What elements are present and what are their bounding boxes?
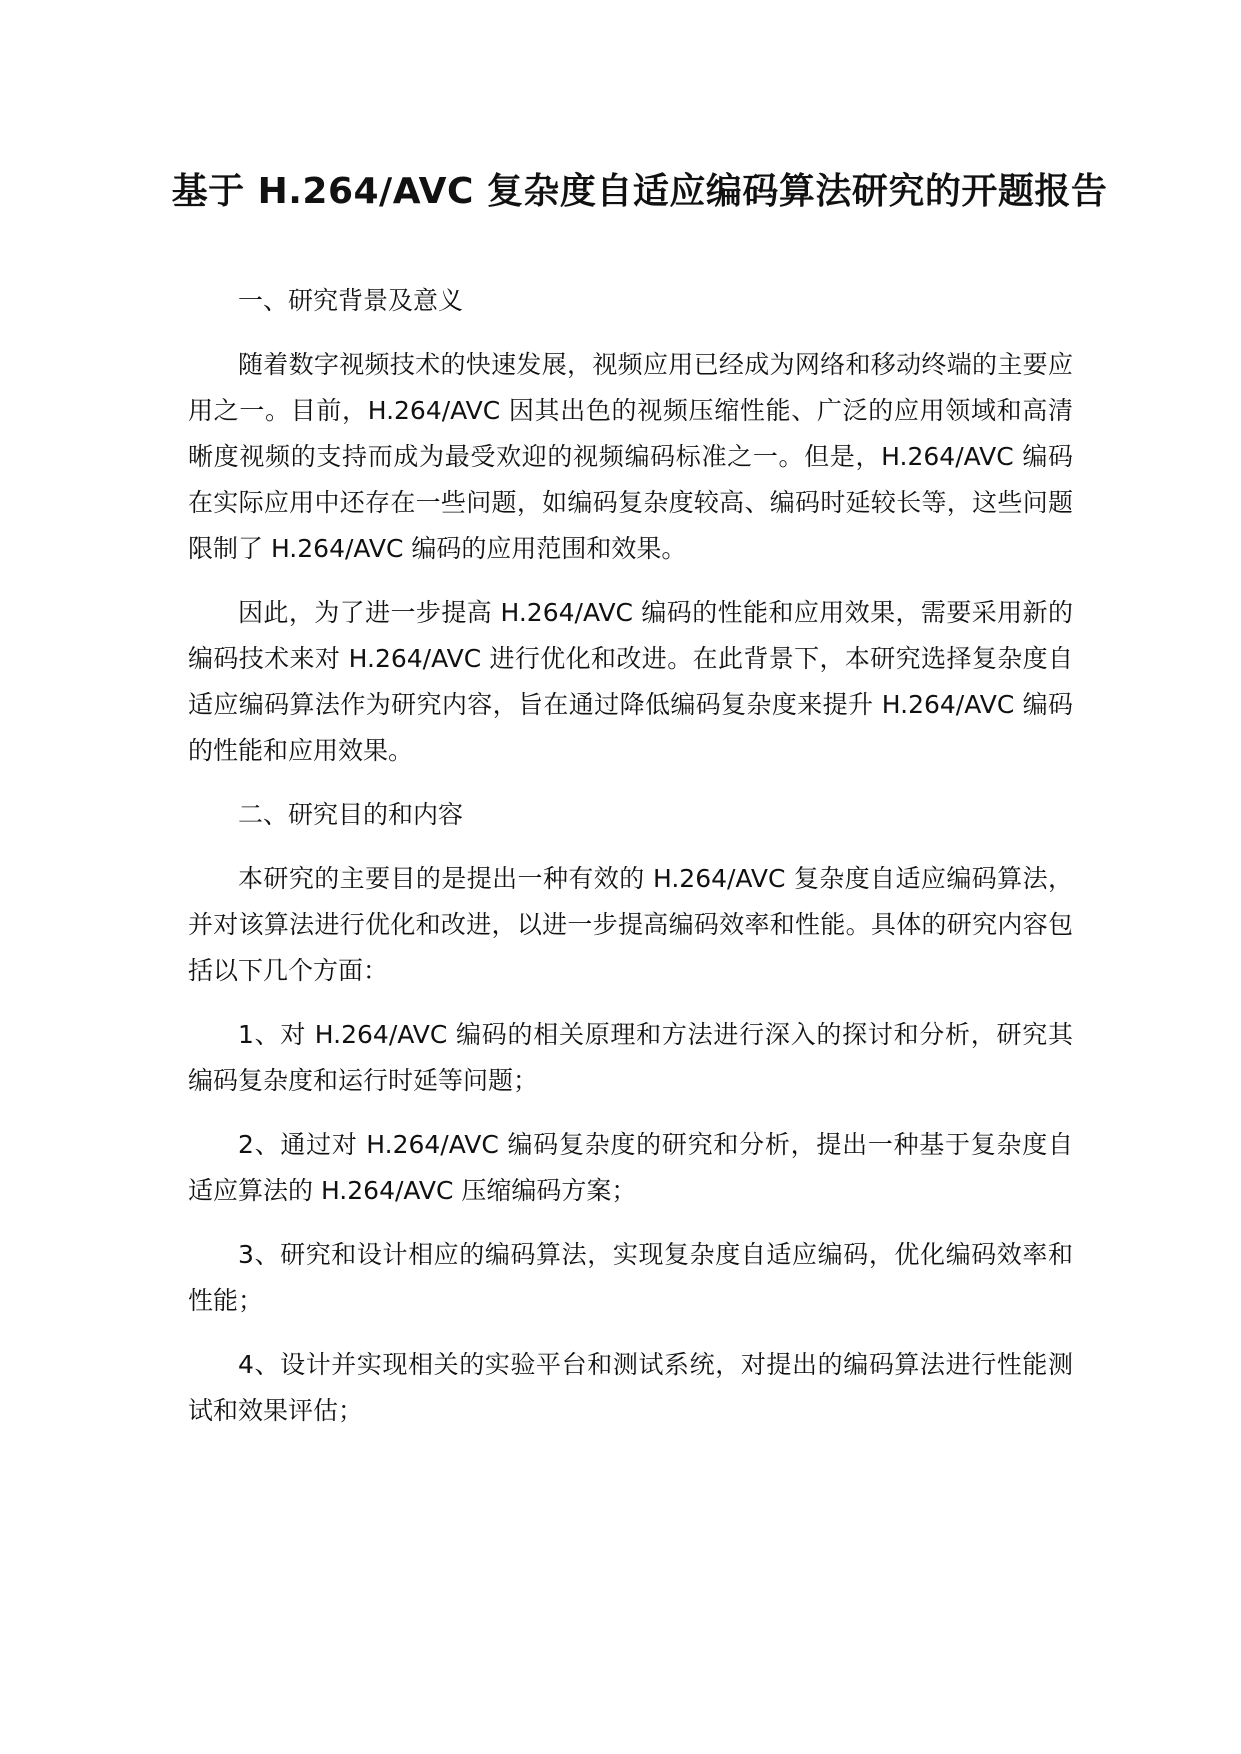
list-item-1: 1、对 H.264/AVC 编码的相关原理和方法进行深入的探讨和分析，研究其编码复杂度和运行时延等问题； <box>188 1020 1073 1095</box>
list-item-4: 4、设计并实现相关的实验平台和测试系统，对提出的编码算法进行性能测试和效果评估； <box>188 1350 1073 1425</box>
document-title: 基于 H.264/AVC 复杂度自适应编码算法研究的开题报告 <box>171 171 1108 212</box>
paragraph-background-1: 随着数字视频技术的快速发展，视频应用已经成为网络和移动终端的主要应用之一。目前，H.264/AVC 因其出色的视频压缩性能、广泛的应用领域和高清晰度视频的支持而成为最受欢迎的视频编码标准之一。但是，H.264/AVC 编码在实际应用中还存在一些问题，如编码复杂度较高、编码时延较长等，这些问题限制了 H.264/AVC 编码的应用范围和效果。 <box>188 350 1073 563</box>
document-body <box>188 278 1073 1434</box>
list-item-3: 3、研究和设计相应的编码算法，实现复杂度自适应编码，优化编码效率和性能； <box>188 1240 1073 1315</box>
section-heading-background: 一、研究背景及意义 <box>238 286 464 315</box>
paragraph-background-2: 因此，为了进一步提高 H.264/AVC 编码的性能和应用效果，需要采用新的编码技术来对 H.264/AVC 进行优化和改进。在此背景下，本研究选择复杂度自适应编码算法作为研究内容，旨在通过降低编码复杂度来提升 H.264/AVC 编码的性能和应用效果。 <box>188 598 1073 765</box>
paragraph-purpose-intro: 本研究的主要目的是提出一种有效的 H.264/AVC 复杂度自适应编码算法，并对该算法进行优化和改进，以进一步提高编码效率和性能。具体的研究内容包括以下几个方面： <box>188 864 1073 985</box>
list-item-2: 2、通过对 H.264/AVC 编码复杂度的研究和分析，提出一种基于复杂度自适应算法的 H.264/AVC 压缩编码方案； <box>188 1130 1073 1205</box>
section-heading-purpose: 二、研究目的和内容 <box>238 800 464 829</box>
